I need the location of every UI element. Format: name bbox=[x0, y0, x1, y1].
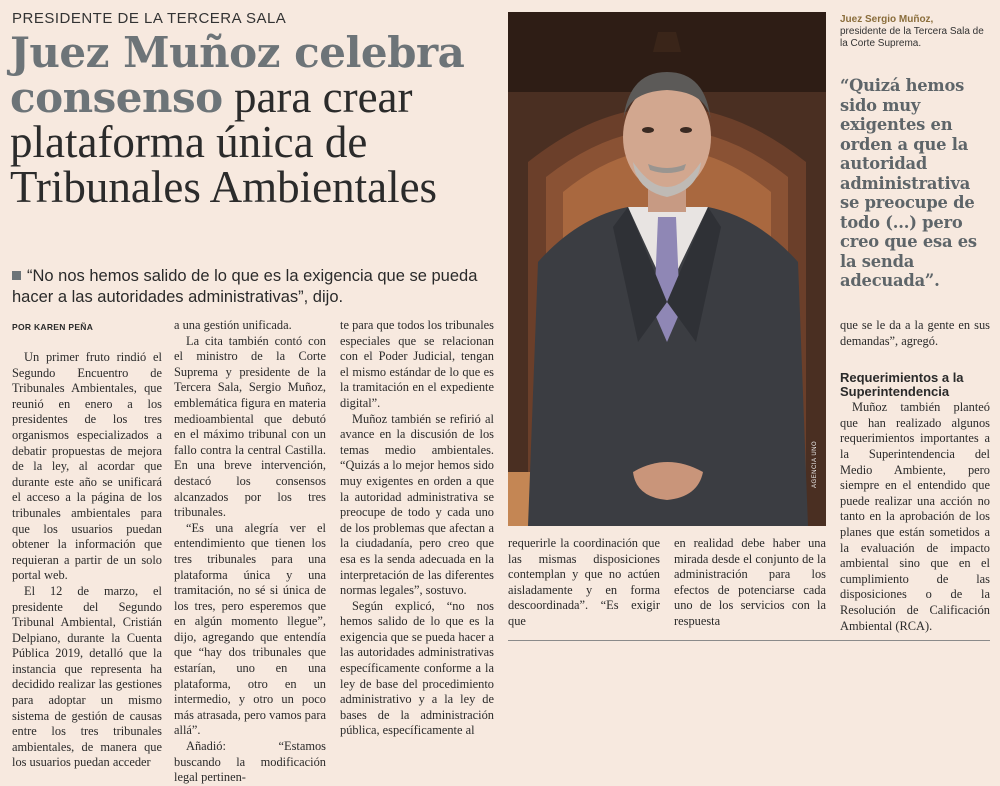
judge-photo bbox=[508, 12, 826, 526]
subheading: Requerimientos a la Superintendencia bbox=[840, 370, 964, 400]
pull-quote: “Quizá hemos sido muy exigentes en orden a que la autoridad administrativa se preocupe de todo (...) pero creo que esa es la senda adecuada”. bbox=[840, 76, 977, 290]
deck-text: “No nos hemos salido de lo que es la exigencia que se pueda hacer a las autoridades administrativas”, dijo. bbox=[12, 267, 478, 306]
paragraph: Un primer fruto rindió el Segundo Encuentro de Tribunales Ambientales, que reunió en enero a los presidentes de los tres organismos especializados a debatir propuestas de mejora de la ley, al acordar que durante este año se unificará el acceso a la página de los tribunales ambientales para que los usuarios puedan obtener la información que requieran a partir de un solo portal web. bbox=[12, 350, 162, 583]
portrait-illustration bbox=[508, 12, 826, 526]
column-3 bbox=[340, 318, 494, 739]
paragraph: Añadió: “Estamos buscando la modificación legal pertinen- bbox=[174, 739, 326, 785]
paragraph: a una gestión unificada. bbox=[174, 318, 292, 332]
column-6 bbox=[840, 318, 990, 634]
caption-name: Juez Sergio Muñoz, bbox=[840, 14, 934, 25]
byline: POR KAREN PEÑA bbox=[12, 322, 94, 332]
paragraph: Muñoz también planteó que han realizado algunos requerimientos importantes a la Superintendencia del Medio Ambiente, pero siempre en el entendido que puede realizar una acción no tanto en la aprobación de los planes que están sometidos a la evaluación de impacto ambiental sino que en el cumplimiento de las disposiciones o de la Resolución de Calificación Ambiental (RCA). bbox=[840, 400, 990, 633]
square-bullet-icon bbox=[12, 271, 21, 280]
paragraph: que se le da a la gente en sus demandas”, agregó. bbox=[840, 318, 990, 348]
photo-caption bbox=[840, 14, 992, 50]
column-5 bbox=[674, 536, 826, 630]
column-divider bbox=[508, 640, 990, 641]
kicker: PRESIDENTE DE LA TERCERA SALA bbox=[12, 10, 287, 27]
column-4 bbox=[508, 536, 660, 630]
headline bbox=[10, 30, 500, 210]
caption-text: presidente de la Tercera Sala de la Corte Suprema. bbox=[840, 26, 984, 49]
column-2 bbox=[174, 318, 326, 786]
headline-rest: para crear plataforma única de Tribunales Ambientales bbox=[10, 72, 438, 212]
paragraph: te para que todos los tribunales especiales que se relacionan con el Poder Judicial, tengan el mismo estándar de lo que es la tramitación en el expediente digital”. bbox=[340, 318, 494, 410]
paragraph: El 12 de marzo, el presidente del Segundo Tribunal Ambiental, Cristián Delpiano, durante la Cuenta Pública 2019, detalló que la instancia que representa ha decidido realizar las gestiones para adoptar un mismo sistema de gestión de causas entre los tres tribunales ambientales, de manera que los usuarios puedan acceder bbox=[12, 583, 162, 770]
paragraph: Muñoz también se refirió al avance en la discusión de los temas medio ambientales. “Quizás a lo mejor hemos sido muy exigentes en orden a que la autoridad administrativa se preocupe de todo y cada uno de los problemas que afectan a la ciudadanía, pero creo que esa es la senda adecuada en la interpretación de las diferentes normas legales”, sostuvo. bbox=[340, 411, 494, 598]
photo-credit: AGENCIA UNO bbox=[812, 440, 818, 488]
deck bbox=[12, 266, 492, 308]
column-1 bbox=[12, 350, 162, 771]
paragraph: requerirle la coordinación que las mismas disposiciones contemplan y que no actúen aisladamente y en forma descoordinada”. “Es exigir que bbox=[508, 536, 660, 628]
headline-bold: Juez Muñoz celebra consenso bbox=[10, 28, 465, 122]
paragraph: “Es una alegría ver el entendimiento que tienen los tres tribunales para una plataforma única y una tramitación, no sé si única de los tres, pero esperemos que en algún momento llegue”, dijo, agregando que entendía que “hay dos tribunales que estarían, uno en una plataforma, otro en un intermedio, y otro un poco más atrasada, pero vamos para allá”. bbox=[174, 520, 326, 738]
paragraph: La cita también contó con el ministro de la Corte Suprema y presidente de la Tercera Sala, Sergio Muñoz, emblemática figura en materia medioambiental que debutó en el máximo tribunal con un fallo contra la central Castilla. En una breve intervención, destacó los consensos alcanzados por los tres tribunales. bbox=[174, 333, 326, 520]
paragraph: Según explicó, “no nos hemos salido de lo que es la exigencia que se pueda hacer a las autoridades administrativas específicamente conforme a la ley de base del procedimiento administrativo y a la ley de bases de la administración pública, específicamente al bbox=[340, 598, 494, 738]
paragraph: en realidad debe haber una mirada desde el conjunto de la administración para los efectos de potenciarse cada uno de los servicios con la respuesta bbox=[674, 536, 826, 628]
